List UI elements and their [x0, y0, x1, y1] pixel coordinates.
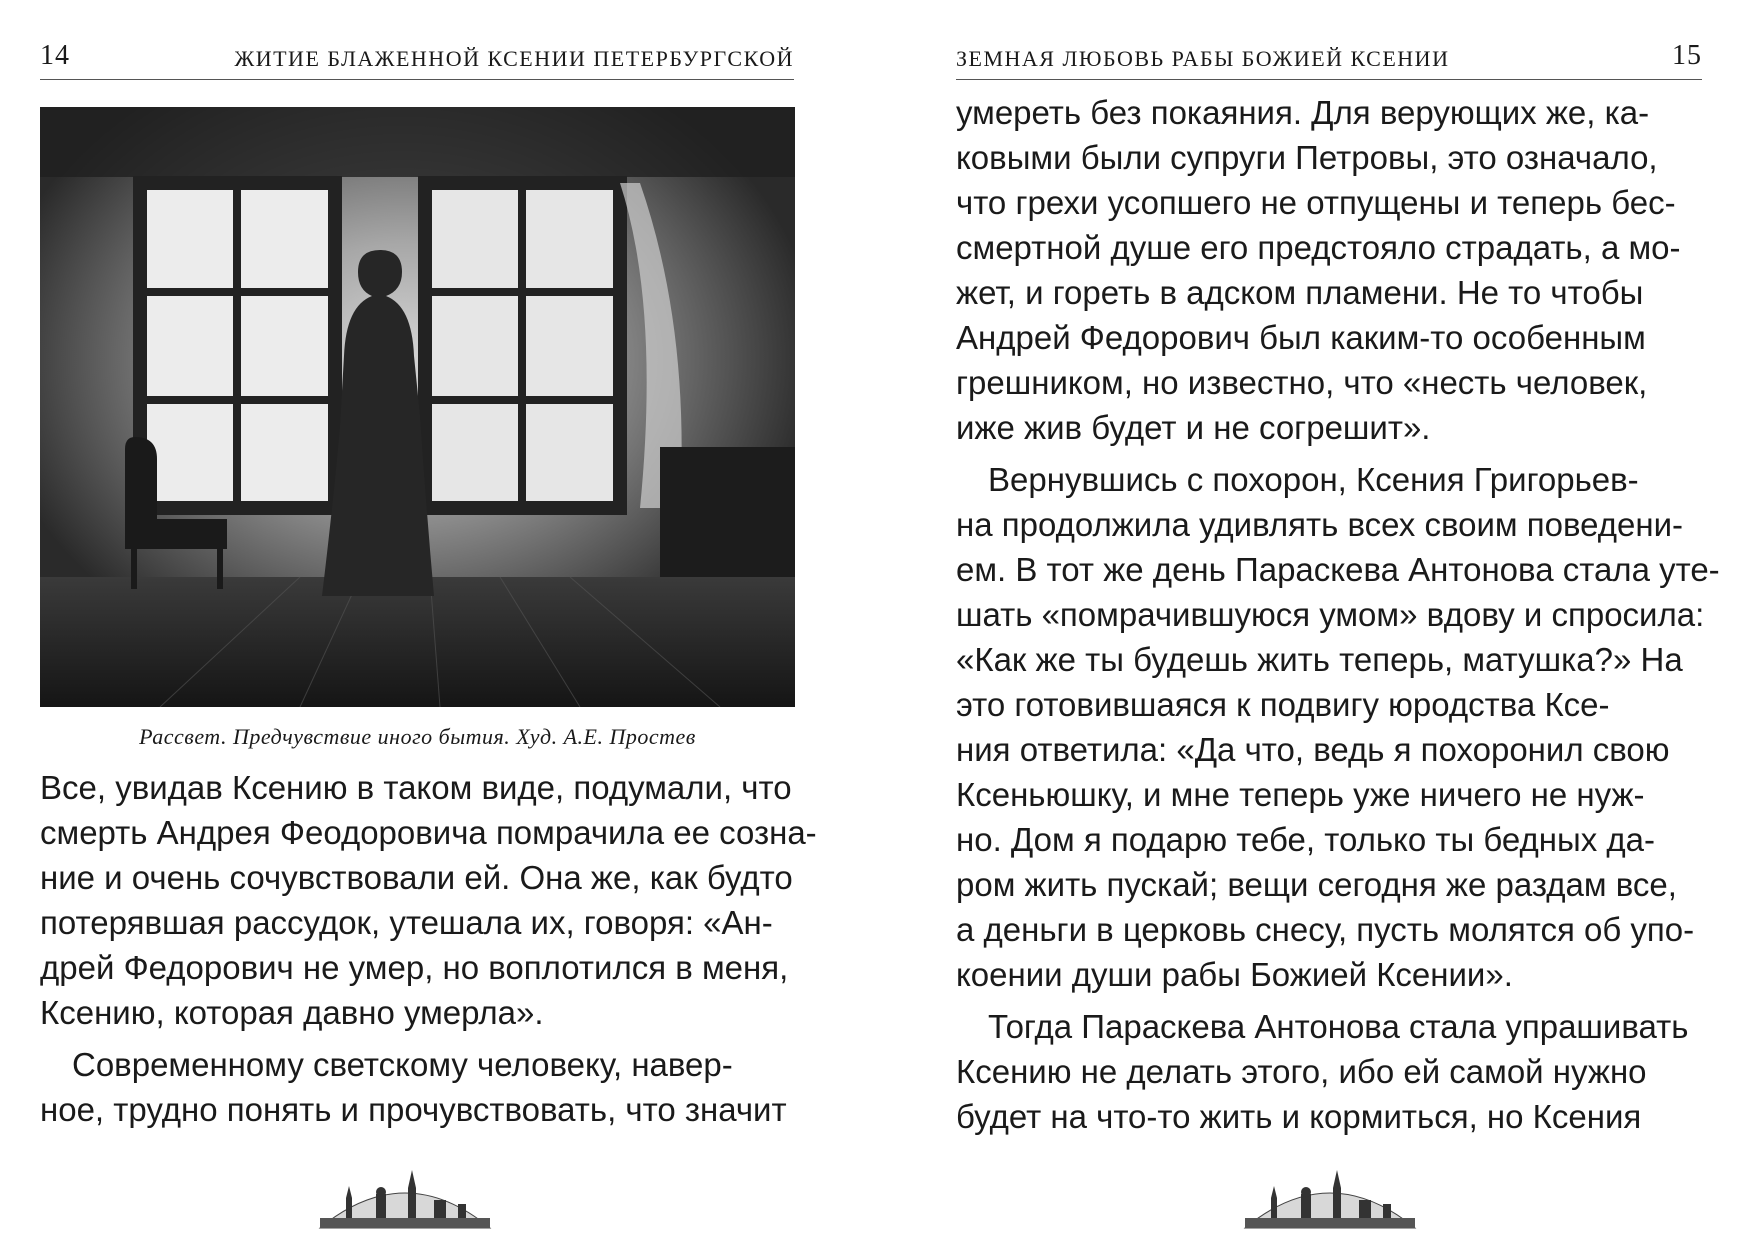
- text-line: Андрей Федорович был каким-то особенным: [956, 319, 1646, 356]
- text-line: ное, трудно понять и прочувствовать, что значит: [40, 1091, 787, 1128]
- right-body-text: [956, 90, 1720, 1139]
- left-body-text: [40, 765, 817, 1132]
- page-number: 15: [1672, 40, 1702, 71]
- text-line: смертной душе его предстояло страдать, а мо-: [956, 229, 1681, 266]
- text-line: Современному светскому человеку, навер-: [72, 1046, 733, 1083]
- text-line: будет на что-то жить и кормиться, но Ксения: [956, 1098, 1642, 1135]
- text-line: ем. В тот же день Параскева Антонова стала уте-: [956, 551, 1720, 588]
- header-rule: [40, 79, 794, 80]
- text-line: а деньги в церковь снесу, пусть молятся об упо-: [956, 911, 1695, 948]
- painting-woman-at-window-icon: [40, 107, 795, 707]
- text-line: Ксению, которая давно умерла».: [40, 994, 544, 1031]
- text-line: иже жив будет и не согрешит».: [956, 409, 1431, 446]
- text-line: жет, и гореть в адском пламени. Не то чтобы: [956, 274, 1644, 311]
- text-line: Ксению не делать этого, ибо ей самой нужно: [956, 1053, 1647, 1090]
- text-line: коении души рабы Божией Ксении».: [956, 956, 1513, 993]
- paragraph-gap: [956, 997, 1706, 1004]
- text-line: дрей Федорович не умер, но воплотился в меня,: [40, 949, 789, 986]
- left-page: [0, 0, 870, 1240]
- text-line: что грехи усопшего не отпущены и теперь бес-: [956, 184, 1676, 221]
- text-line: Вернувшись с похорон, Ксения Григорьев-: [988, 461, 1639, 498]
- paragraph-gap: [40, 1035, 795, 1042]
- text-line: ния ответила: «Да что, ведь я похоронил свою: [956, 731, 1670, 768]
- page-number: 14: [40, 40, 70, 71]
- text-line: но. Дом я подарю тебе, только ты бедных да-: [956, 821, 1655, 858]
- painting-illustration: [40, 107, 795, 707]
- text-line: Тогда Параскева Антонова стала упрашивать: [988, 1008, 1689, 1045]
- text-line: Ксеньюшку, и мне теперь уже ничего не нуж-: [956, 776, 1645, 813]
- text-line: потерявшая рассудок, утешала их, говоря: «Ан-: [40, 904, 773, 941]
- paragraph-gap: [956, 450, 1706, 457]
- text-line: смерть Андрея Феодоровича помрачила ее созна-: [40, 814, 817, 851]
- running-title: ЖИТИЕ БЛАЖЕННОЙ КСЕНИИ ПЕТЕРБУРГСКОЙ: [234, 46, 794, 71]
- header-rule: [956, 79, 1702, 80]
- text-line: умереть без покаяния. Для верующих же, ка-: [956, 94, 1650, 131]
- text-line: ром жить пускай; вещи сегодня же раздам все,: [956, 866, 1677, 903]
- text-line: «Как же ты будешь жить теперь, матушка?» На: [956, 641, 1683, 678]
- city-skyline-vignette-icon: [1241, 1158, 1419, 1232]
- text-line: грешником, но известно, что «несть человек,: [956, 364, 1648, 401]
- illustration-caption: Рассвет. Предчувствие иного бытия. Худ. А.Е. Простев: [139, 724, 696, 749]
- text-line: ковыми были супруги Петровы, это означало,: [956, 139, 1658, 176]
- right-page-header: [956, 38, 1702, 78]
- text-line: на продолжила удивлять всех своим поведени-: [956, 506, 1684, 543]
- text-line: это готовившаяся к подвигу юродства Ксе-: [956, 686, 1610, 723]
- right-page: [870, 0, 1743, 1240]
- city-skyline-vignette-icon: [316, 1158, 494, 1232]
- left-page-header: [40, 38, 794, 78]
- text-line: Все, увидав Ксению в таком виде, подумали, что: [40, 769, 792, 806]
- running-title: ЗЕМНАЯ ЛЮБОВЬ РАБЫ БОЖИЕЙ КСЕНИИ: [956, 46, 1450, 71]
- text-line: шать «помрачившуюся умом» вдову и спросила:: [956, 596, 1705, 633]
- text-line: ние и очень сочувствовали ей. Она же, как будто: [40, 859, 793, 896]
